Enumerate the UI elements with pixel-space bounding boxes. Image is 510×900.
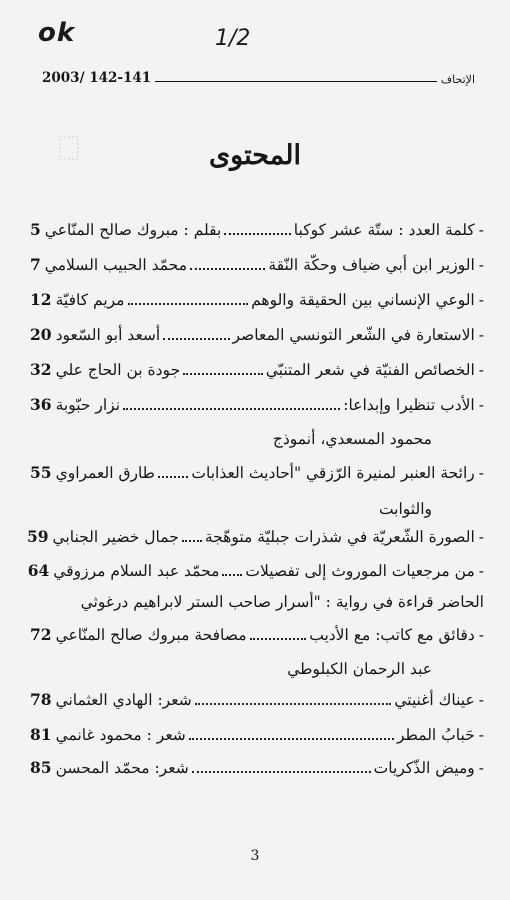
entry-title: الوعي الإنساني بين الحقيقة والوهم [251,291,475,309]
entry-title: الصورة الشّعريّة في شذرات جبليّة متوهّجة [204,528,475,546]
entry-title: عيناك أغنيتي [394,691,475,709]
entry-leader-dots [195,703,392,705]
toc-entry-continuation: والثوابت [378,500,432,518]
issue-number: 2003/ 142-141 [42,70,152,86]
entry-leader-dots [192,771,371,773]
entry-title: الخصائص الفنيّة في شعر المتنبّي [265,361,475,379]
running-header [42,64,475,86]
toc-entry [30,463,484,482]
entry-author: مريم كافيّة [55,291,125,309]
entry-page-number: 36 [30,395,52,414]
entry-page-number: 12 [30,290,52,309]
entry-author: جمال خضير الجنابي [52,528,179,546]
entry-title: من مرجعيات الموروث إلى تفصيلات [245,562,475,580]
entry-title: دقائق مع كاتب: مع الأديب [309,626,475,644]
handwritten-fraction: 1/2 [215,26,251,51]
entry-page-number: 64 [27,561,50,580]
toc-entry [30,325,484,344]
entry-author: نزار حبّوبة [55,396,121,414]
toc-entry [30,758,484,777]
toc-entry-continuation: عبد الرحمان الكبلوطي [287,660,432,678]
entry-dash: - [478,626,484,644]
entry-author: محمّد الحبيب السلامي [44,256,187,274]
toc-entry-continuation: الحاضر قراءة في رواية : "أسرار صاحب الستر لابراهيم درغوثي [80,593,484,611]
entry-leader-dots [224,233,291,235]
toc-entry [30,725,484,744]
page-title: المحتوى [209,140,301,171]
toc-entry-continuation: محمود المسعدي، أنموذج [272,430,432,448]
entry-author: شعر : محمود غانمي [55,726,186,744]
entry-title: الاستعارة في الشّعر التونسي المعاصر [232,326,475,344]
entry-dash: - [478,396,484,414]
entry-leader-dots [250,638,307,640]
entry-page-number: 59 [26,527,49,546]
entry-page-number: 72 [30,625,52,644]
entry-title: حَبابُ المطر [396,726,475,744]
entry-title: كلمة العدد : ستّة عشر كوكبا [293,221,475,239]
entry-page-number: 78 [30,690,52,709]
entry-dash: - [478,759,484,777]
page-number: 3 [250,848,260,864]
entry-title: الأدب تنظيرا وإبداعا: [343,396,475,414]
journal-name: الإتحاف [440,73,475,86]
entry-leader-dots [182,540,202,542]
entry-page-number: 32 [30,360,52,379]
entry-leader-dots [123,408,340,410]
entry-dash: - [478,326,484,344]
entry-leader-dots [190,268,265,270]
entry-dash: - [478,361,484,379]
entry-page-number: 20 [30,325,52,344]
entry-dash: - [478,528,484,546]
toc-entry [30,690,484,709]
entry-author: شعر: الهادي العثماني [55,691,192,709]
entry-author: مصافحة مبروك صالح المنّاعي [55,626,247,644]
entry-title: الوزير ابن أبي ضياف وحكّة النّقة [268,256,475,274]
toc-entry [30,395,484,414]
entry-leader-dots [128,303,249,305]
entry-leader-dots [183,373,263,375]
toc-entry [30,255,484,274]
entry-dash: - [478,256,484,274]
toc-entry [30,360,484,379]
header-rule [155,81,437,82]
entry-author: جودة بن الحاج علي [55,361,181,379]
entry-leader-dots [222,574,242,576]
entry-dash: - [478,291,484,309]
entry-title: رائحة العنبر لمنيرة الرّزقي "أحاديث العذابات [191,464,475,482]
entry-page-number: 55 [30,463,52,482]
toc-entry [30,625,484,644]
entry-leader-dots [163,338,229,340]
entry-dash: - [478,691,484,709]
entry-page-number: 85 [30,758,52,777]
handwritten-ok: ok [38,18,76,48]
entry-page-number: 81 [30,725,52,744]
entry-author: طارق العمراوي [55,464,156,482]
entry-dash: - [478,726,484,744]
toc-entry [30,290,484,309]
entry-page-number: 5 [30,220,41,239]
toc-entry [30,220,484,239]
entry-author: أسعد أبو السّعود [55,326,161,344]
entry-author: محمّد عبد السلام مرزوقي [53,562,220,580]
entry-author: بقلم : مبروك صالح المنّاعي [44,221,222,239]
entry-dash: - [478,562,484,580]
entry-leader-dots [158,476,188,478]
entry-dash: - [478,221,484,239]
toc-entry [26,527,484,546]
toc-entry [27,561,484,580]
entry-leader-dots [189,738,394,740]
entry-page-number: 7 [30,255,41,274]
entry-dash: - [478,464,484,482]
entry-title: وميض الذّكريات [373,759,475,777]
entry-author: شعر: محمّد المحسن [55,759,189,777]
